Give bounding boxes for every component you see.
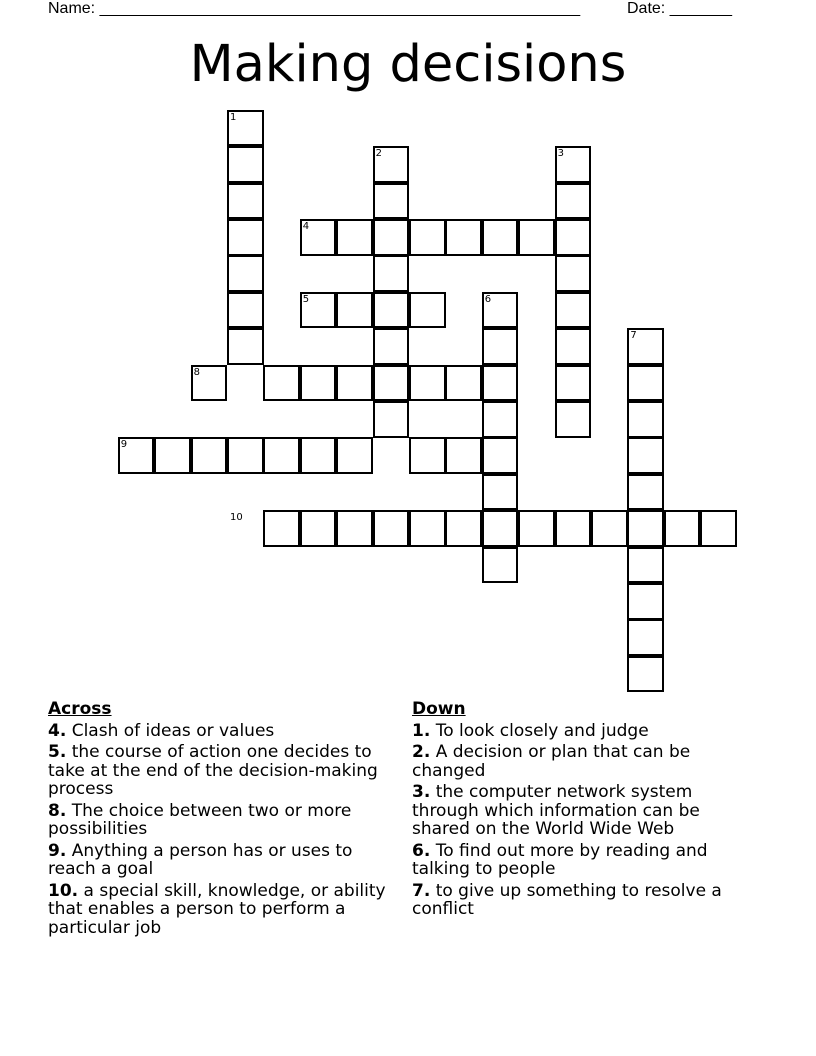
grid-cell[interactable] [555,183,592,220]
across-heading: Across [48,699,112,719]
grid-cell[interactable] [627,401,664,438]
clue-text: Anything a person has or uses to reach a goal [48,840,353,879]
grid-cell[interactable] [373,328,410,365]
name-field-label: Name: ______________________________________________________ [48,0,581,17]
clue-text: a special skill, knowledge, or ability that enables a person to perform a particular job [48,880,386,938]
grid-cell[interactable] [300,437,337,474]
clue-number: 3. [412,782,431,802]
clue-number: 7. [412,880,431,901]
grid-cell[interactable] [191,437,228,474]
clue-text: to give up something to resolve a conflict [412,880,722,919]
clue-number: 6. [412,840,431,861]
clue-text: To find out more by reading and talking to people [412,840,708,879]
grid-cell[interactable] [336,510,373,547]
grid-cell[interactable] [263,437,300,474]
clue-number: 9. [48,840,67,861]
grid-cell[interactable] [409,437,446,474]
clue-number-label: 9 [120,439,128,451]
grid-cell[interactable] [700,510,737,547]
grid-cell[interactable] [555,401,592,438]
clue-number: 10. [48,880,79,901]
grid-cell[interactable] [227,146,264,183]
grid-cell[interactable] [445,437,482,474]
clue-text: the computer network system through which information can be shared on the World Wide Web [412,782,700,839]
grid-cell[interactable] [227,219,264,256]
grid-cell[interactable] [482,437,519,474]
across-clue [48,743,393,799]
grid-cell[interactable] [227,292,264,329]
clue-number-label: 5 [302,293,310,305]
grid-cell[interactable] [300,365,337,402]
grid-cell[interactable] [555,255,592,292]
grid-cell[interactable] [591,510,628,547]
grid-cell[interactable] [445,510,482,547]
clue-text: A decision or plan that can be changed [412,742,691,781]
grid-cell[interactable] [227,183,264,220]
grid-cell[interactable] [409,510,446,547]
clue-number: 5. [48,742,67,762]
grid-cell[interactable] [518,219,555,256]
grid-cell[interactable] [627,619,664,656]
page-title: Making decisions [189,35,627,94]
grid-cell[interactable] [555,510,592,547]
down-clues [412,700,757,922]
across-clue [48,882,393,938]
grid-cell[interactable] [373,255,410,292]
clue-number: 8. [48,800,67,821]
date-field-label: Date: _______ [627,0,732,17]
across-clues [48,700,393,940]
down-clue [412,722,757,741]
grid-cell[interactable] [373,183,410,220]
clue-text: Clash of ideas or values [66,720,275,741]
grid-cell[interactable] [482,510,519,547]
clue-number-label: 3 [557,148,564,160]
clue-number: 2. [412,742,431,762]
grid-cell[interactable] [627,365,664,402]
grid-cell[interactable] [518,510,555,547]
grid-cell[interactable] [555,328,592,365]
clue-number-label: 2 [375,148,382,160]
grid-cell[interactable] [445,219,482,256]
clue-text: To look closely and judge [430,720,649,741]
grid-cell[interactable] [555,365,592,402]
grid-cell[interactable] [627,474,664,511]
clue-number-label: 1 [230,111,237,123]
grid-cell[interactable] [154,437,191,474]
clue-text: the course of action one decides to take at the end of the decision-making process [48,742,378,799]
across-clue [48,842,393,879]
grid-cell[interactable] [409,219,446,256]
grid-cell[interactable] [627,437,664,474]
grid-cell[interactable] [555,219,592,256]
grid-cell[interactable] [482,219,519,256]
down-clue [412,842,757,879]
grid-cell[interactable] [263,365,300,402]
grid-cell[interactable] [664,510,701,547]
clue-number-label: 6 [484,293,492,305]
grid-cell[interactable] [373,219,410,256]
clue-number: 1. [412,720,431,741]
across-clue [48,722,393,741]
clue-number-label: 4 [302,221,310,232]
grid-cell[interactable] [555,292,592,329]
grid-cell[interactable] [336,292,373,329]
grid-cell[interactable] [627,656,664,693]
grid-cell[interactable] [482,401,519,438]
clue-text: The choice between two or more possibilities [48,800,352,839]
grid-cell[interactable] [482,365,519,402]
clue-number-label: 8 [193,366,200,378]
grid-cell[interactable] [263,510,300,547]
grid-cell[interactable] [482,547,519,584]
grid-cell[interactable] [482,328,519,365]
grid-cell[interactable] [409,292,446,329]
grid-cell[interactable] [373,510,410,547]
grid-cell[interactable] [300,510,337,547]
grid-cell[interactable] [227,437,264,474]
across-clue [48,802,393,839]
clue-number-label: 10 [230,512,243,524]
grid-cell[interactable] [336,365,373,402]
down-clue [412,882,757,919]
down-heading: Down [412,699,466,719]
grid-cell[interactable] [482,474,519,511]
grid-cell[interactable] [227,328,264,365]
down-clue [412,743,757,780]
down-clue [412,783,757,839]
grid-cell[interactable] [336,437,373,474]
grid-cell[interactable] [373,401,410,438]
grid-cell[interactable] [336,219,373,256]
clue-number-label: 7 [630,330,637,342]
grid-cell[interactable] [409,365,446,402]
clue-number: 4. [48,720,67,741]
grid-cell[interactable] [627,547,664,584]
grid-cell[interactable] [227,255,264,292]
grid-cell[interactable] [373,365,410,402]
grid-cell[interactable] [627,510,664,547]
grid-cell[interactable] [445,365,482,402]
grid-cell[interactable] [373,292,410,329]
grid-cell[interactable] [627,583,664,620]
